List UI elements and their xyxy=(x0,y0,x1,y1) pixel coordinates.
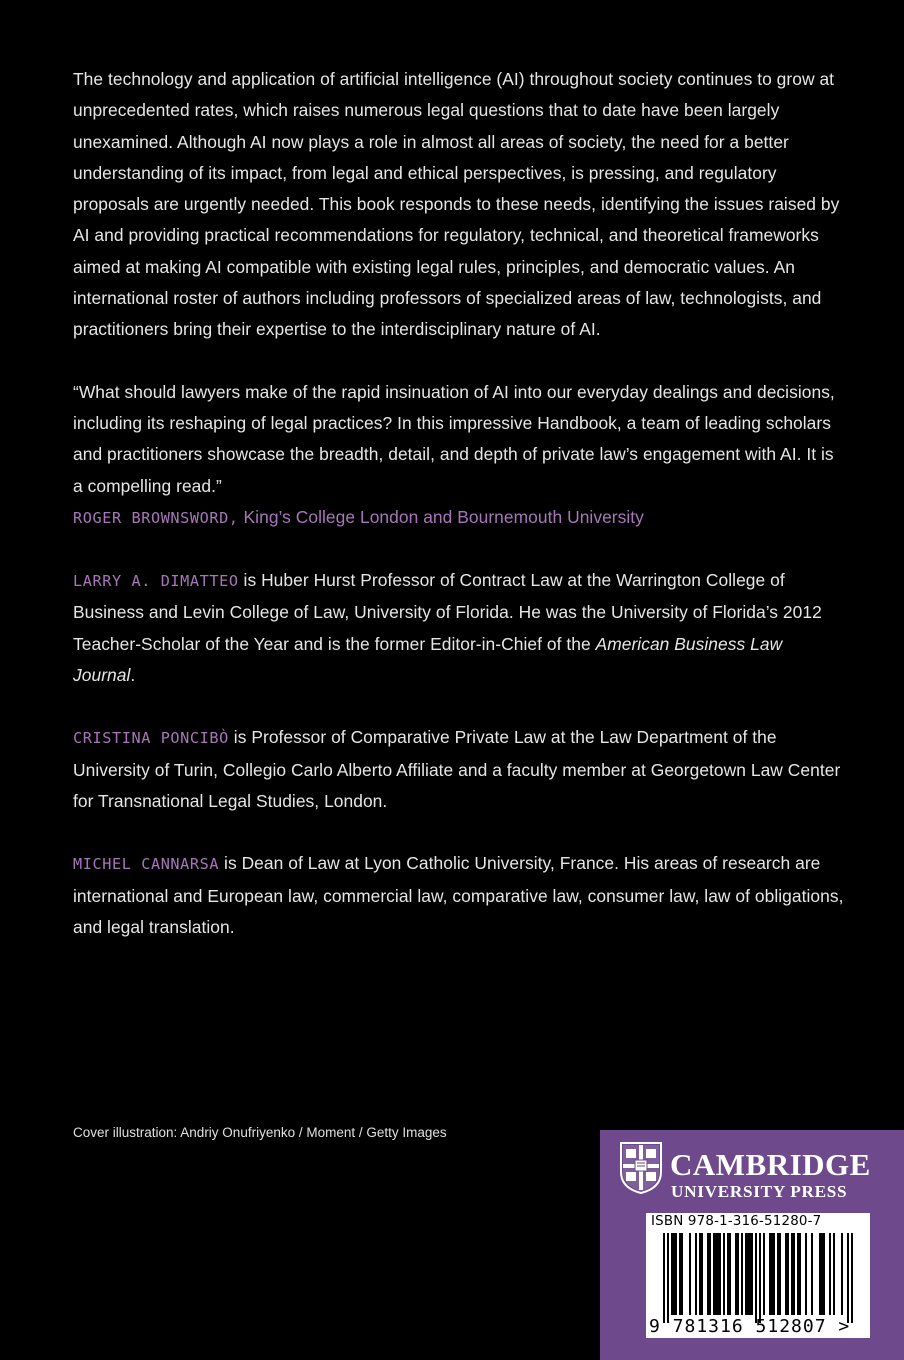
barcode-bar xyxy=(719,1233,721,1315)
barcode-bar xyxy=(755,1233,757,1323)
barcode-bar xyxy=(797,1233,799,1315)
editor-bio-dimatteo xyxy=(73,565,848,691)
barcode-bar xyxy=(747,1233,749,1315)
barcode-bar xyxy=(709,1233,711,1315)
publisher-panel xyxy=(600,1130,904,1360)
barcode-bar xyxy=(741,1233,743,1315)
barcode-bar xyxy=(763,1233,765,1315)
isbn-label: ISBN 978-1-316-51280-7 xyxy=(651,1214,822,1229)
barcode-digits: 9 781316 512807 > xyxy=(649,1316,851,1337)
barcode-bar xyxy=(749,1233,751,1315)
barcode-bar xyxy=(771,1233,773,1315)
endorsement-quote: “What should lawyers make of the rapid insinuation of AI into our everyday dealings and decisions, including its reshaping of legal practices? In this impressive Handbook, a team of leading scholars and practitioners showcase the breadth, detail, and depth of private law’s engagement with AI. It is a compelling read.” xyxy=(73,381,835,496)
editor-bio-text: is Dean of Law at Lyon Catholic University, France. His areas of research are international and European law, commercial law, comparative law, consumer law, law of obligations, and legal translation. xyxy=(73,853,844,937)
barcode-bar xyxy=(689,1233,691,1315)
barcode-bar xyxy=(841,1233,843,1315)
barcode-bar xyxy=(811,1233,813,1315)
barcode-bar xyxy=(823,1233,825,1315)
barcode-bar xyxy=(679,1233,681,1315)
barcode-bar xyxy=(851,1233,853,1323)
editor-name: LARRY A. DIMATTEO xyxy=(73,572,239,591)
barcode-bar xyxy=(663,1233,665,1323)
barcode-bar xyxy=(773,1233,775,1315)
barcode-bar xyxy=(671,1233,673,1315)
barcode-bar xyxy=(787,1233,789,1315)
barcode-bar xyxy=(737,1233,739,1315)
barcode-bar xyxy=(779,1233,781,1315)
barcode-bar xyxy=(723,1233,725,1315)
barcode-bar xyxy=(745,1233,747,1315)
barcode-bar xyxy=(769,1233,771,1315)
barcode-bar xyxy=(681,1233,683,1315)
isbn-barcode xyxy=(646,1213,870,1338)
publisher-name: CAMBRIDGE xyxy=(670,1147,871,1182)
endorsement-attribution xyxy=(73,502,848,534)
publisher-subtitle: UNIVERSITY PRESS xyxy=(671,1182,848,1201)
book-description: The technology and application of artificial intelligence (AI) throughout society continues to grow at unprecedented rates, which raises numerous legal questions that to date have been largely unexamined. Although AI now plays a role in almost all areas of society, the need for a better understanding of its impact, from legal and ethical perspectives, is pressing, and regulatory proposals are urgently needed. This book responds to these needs, identifying the issues raised by AI and providing practical recommendations for regulatory, technical, and theoretical frameworks aimed at making AI compatible with existing legal rules, principles, and democratic values. An international roster of authors including professors of specialized areas of law, technologists, and practitioners bring their expertise to the interdisciplinary nature of AI. xyxy=(73,69,840,340)
barcode-bar xyxy=(675,1233,677,1315)
barcode-bar xyxy=(793,1233,795,1315)
back-cover-text xyxy=(73,64,848,943)
barcode-bar xyxy=(847,1233,849,1323)
barcode-bar xyxy=(701,1233,703,1315)
barcode-bar xyxy=(729,1233,731,1315)
endorser-affiliation: King’s College London and Bournemouth University xyxy=(238,506,644,527)
editor-bio-end: . xyxy=(130,665,136,686)
university-crest-icon xyxy=(620,1142,662,1194)
barcode-bar xyxy=(821,1233,823,1315)
editor-name: CRISTINA PONCIBÒ xyxy=(73,729,229,748)
editor-bio-text: is Professor of Comparative Private Law at the Law Department of the University of Turin, Collegio Carlo Alberto Affiliate and a faculty member at Georgetown Law Center for Transnational Legal Studies, London. xyxy=(73,727,841,811)
barcode-bar xyxy=(829,1233,831,1315)
barcode-bar xyxy=(759,1233,761,1323)
barcode-bar xyxy=(735,1233,737,1315)
editor-bio-cannarsa xyxy=(73,848,848,943)
barcode-bar xyxy=(777,1233,779,1315)
publisher-logo xyxy=(620,1142,890,1201)
barcode-bar xyxy=(717,1233,719,1315)
barcode-bar xyxy=(819,1233,821,1315)
barcode-bar xyxy=(791,1233,793,1315)
editor-bio-text: is Huber Hurst Professor of Contract Law at the Warrington College of Business and Levin College of Law, University of Florida. He was the University of Florida’s 2012 Teacher-Scholar of the Year and is the former Editor-in-Chief of the xyxy=(73,570,822,654)
barcode-bar xyxy=(785,1233,787,1315)
editor-bio-poncibo xyxy=(73,722,848,817)
barcode-bar xyxy=(713,1233,715,1315)
barcode-bar xyxy=(707,1233,709,1315)
endorser-name: ROGER BROWNSWORD, xyxy=(73,508,239,527)
barcode-bar xyxy=(833,1233,835,1315)
barcode-bar xyxy=(673,1233,675,1315)
barcode-bar xyxy=(799,1233,801,1315)
editor-name: MICHEL CANNARSA xyxy=(73,855,220,874)
barcode-bar xyxy=(695,1233,697,1315)
journal-title: American Business Law Journal xyxy=(73,633,783,686)
barcode-bar xyxy=(667,1233,669,1323)
barcode-bar xyxy=(699,1233,701,1315)
barcode-bar xyxy=(751,1233,753,1315)
barcode-bar xyxy=(805,1233,807,1315)
barcode-bar xyxy=(727,1233,729,1315)
barcode-bar xyxy=(715,1233,717,1315)
cover-credit: Cover illustration: Andriy Onufriyenko / Moment / Getty Images xyxy=(73,1125,447,1140)
